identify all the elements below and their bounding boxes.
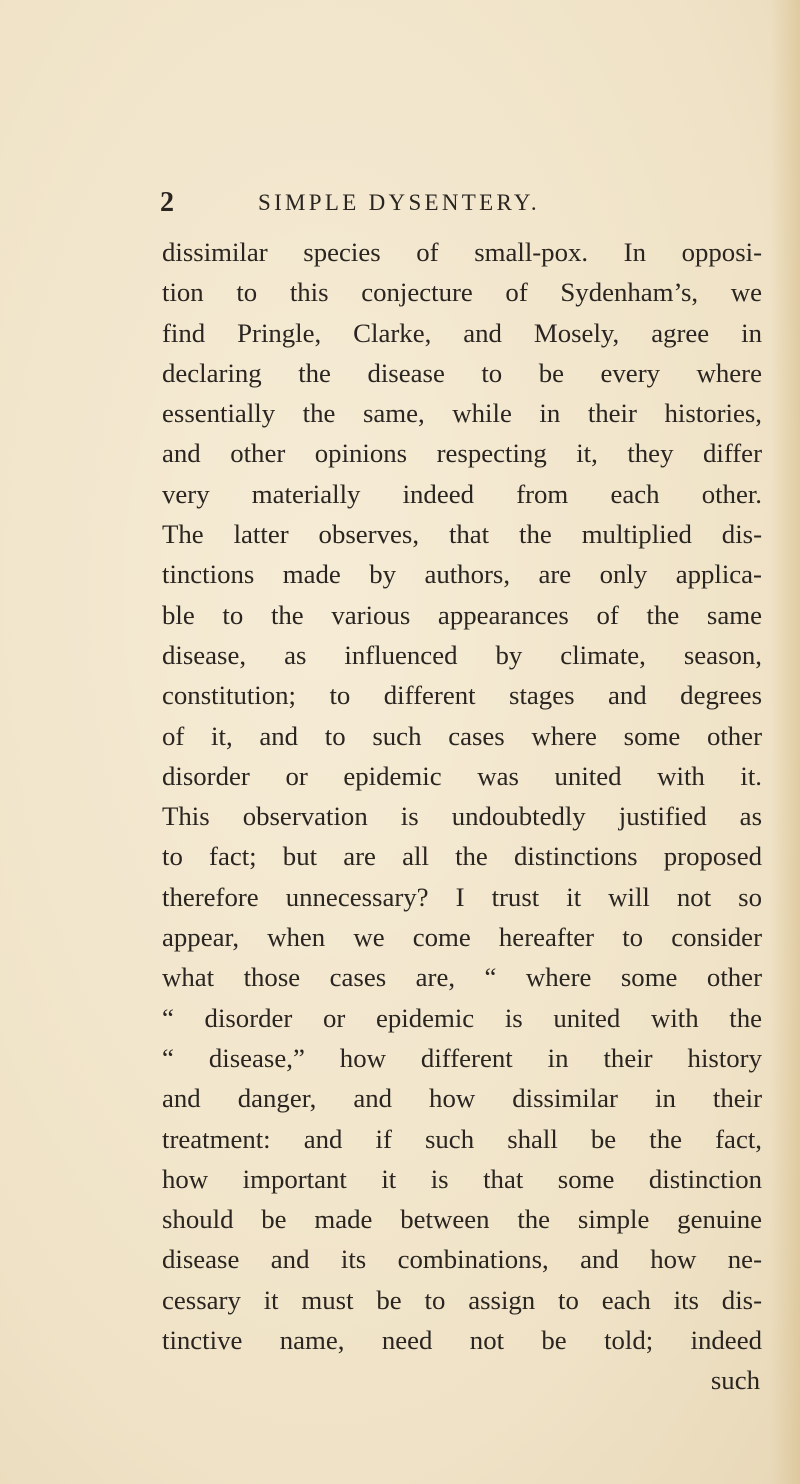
text-line: tion to this conjecture of Sydenham’s, we bbox=[162, 277, 762, 308]
text-line: cessary it must be to assign to each its dis- bbox=[162, 1284, 762, 1315]
text-line: “ disease,” how different in their history bbox=[162, 1042, 762, 1073]
text-line: tinctive name, need not be told; indeed bbox=[162, 1325, 762, 1356]
text-line: declaring the disease to be every where bbox=[162, 357, 762, 388]
text-line: disorder or epidemic was united with it. bbox=[162, 760, 762, 791]
text-line: very materially indeed from each other. bbox=[162, 478, 762, 509]
text-line: This observation is undoubtedly justified as bbox=[162, 801, 762, 832]
text-line: therefore unnecessary? I trust it will not so bbox=[162, 881, 762, 912]
text-line: appear, when we come hereafter to consider bbox=[162, 922, 762, 953]
text-line: tinctions made by authors, are only applica- bbox=[162, 559, 762, 590]
text-line: The latter observes, that the multiplied dis- bbox=[162, 519, 762, 550]
text-line: constitution; to different stages and degrees bbox=[162, 680, 762, 711]
text-line: to fact; but are all the distinctions proposed bbox=[162, 841, 762, 872]
text-line: how important it is that some distinction bbox=[162, 1163, 762, 1194]
text-line: disease, as influenced by climate, season, bbox=[162, 639, 762, 670]
page-header bbox=[160, 183, 760, 223]
text-line: should be made between the simple genuine bbox=[162, 1204, 762, 1235]
text-line: ble to the various appearances of the same bbox=[162, 599, 762, 630]
text-line: treatment: and if such shall be the fact, bbox=[162, 1123, 762, 1154]
text-line: and other opinions respecting it, they differ bbox=[162, 438, 762, 469]
text-line: dissimilar species of small-pox. In opposi- bbox=[162, 237, 762, 267]
page-edge-shadow bbox=[770, 0, 800, 1484]
page-number: 2 bbox=[160, 187, 174, 218]
text-line: of it, and to such cases where some other bbox=[162, 720, 762, 751]
text-line: essentially the same, while in their histories, bbox=[162, 398, 762, 429]
text-line: “ disorder or epidemic is united with the bbox=[162, 1002, 762, 1033]
text-line: and danger, and how dissimilar in their bbox=[162, 1083, 762, 1114]
text-line: what those cases are, “ where some other bbox=[162, 962, 762, 993]
body-text bbox=[162, 232, 762, 1401]
text-line: find Pringle, Clarke, and Mosely, agree in bbox=[162, 317, 762, 348]
catchword: such bbox=[710, 1365, 760, 1396]
text-line: disease and its combinations, and how ne- bbox=[162, 1244, 762, 1275]
running-head: SIMPLE DYSENTERY. bbox=[258, 190, 540, 215]
